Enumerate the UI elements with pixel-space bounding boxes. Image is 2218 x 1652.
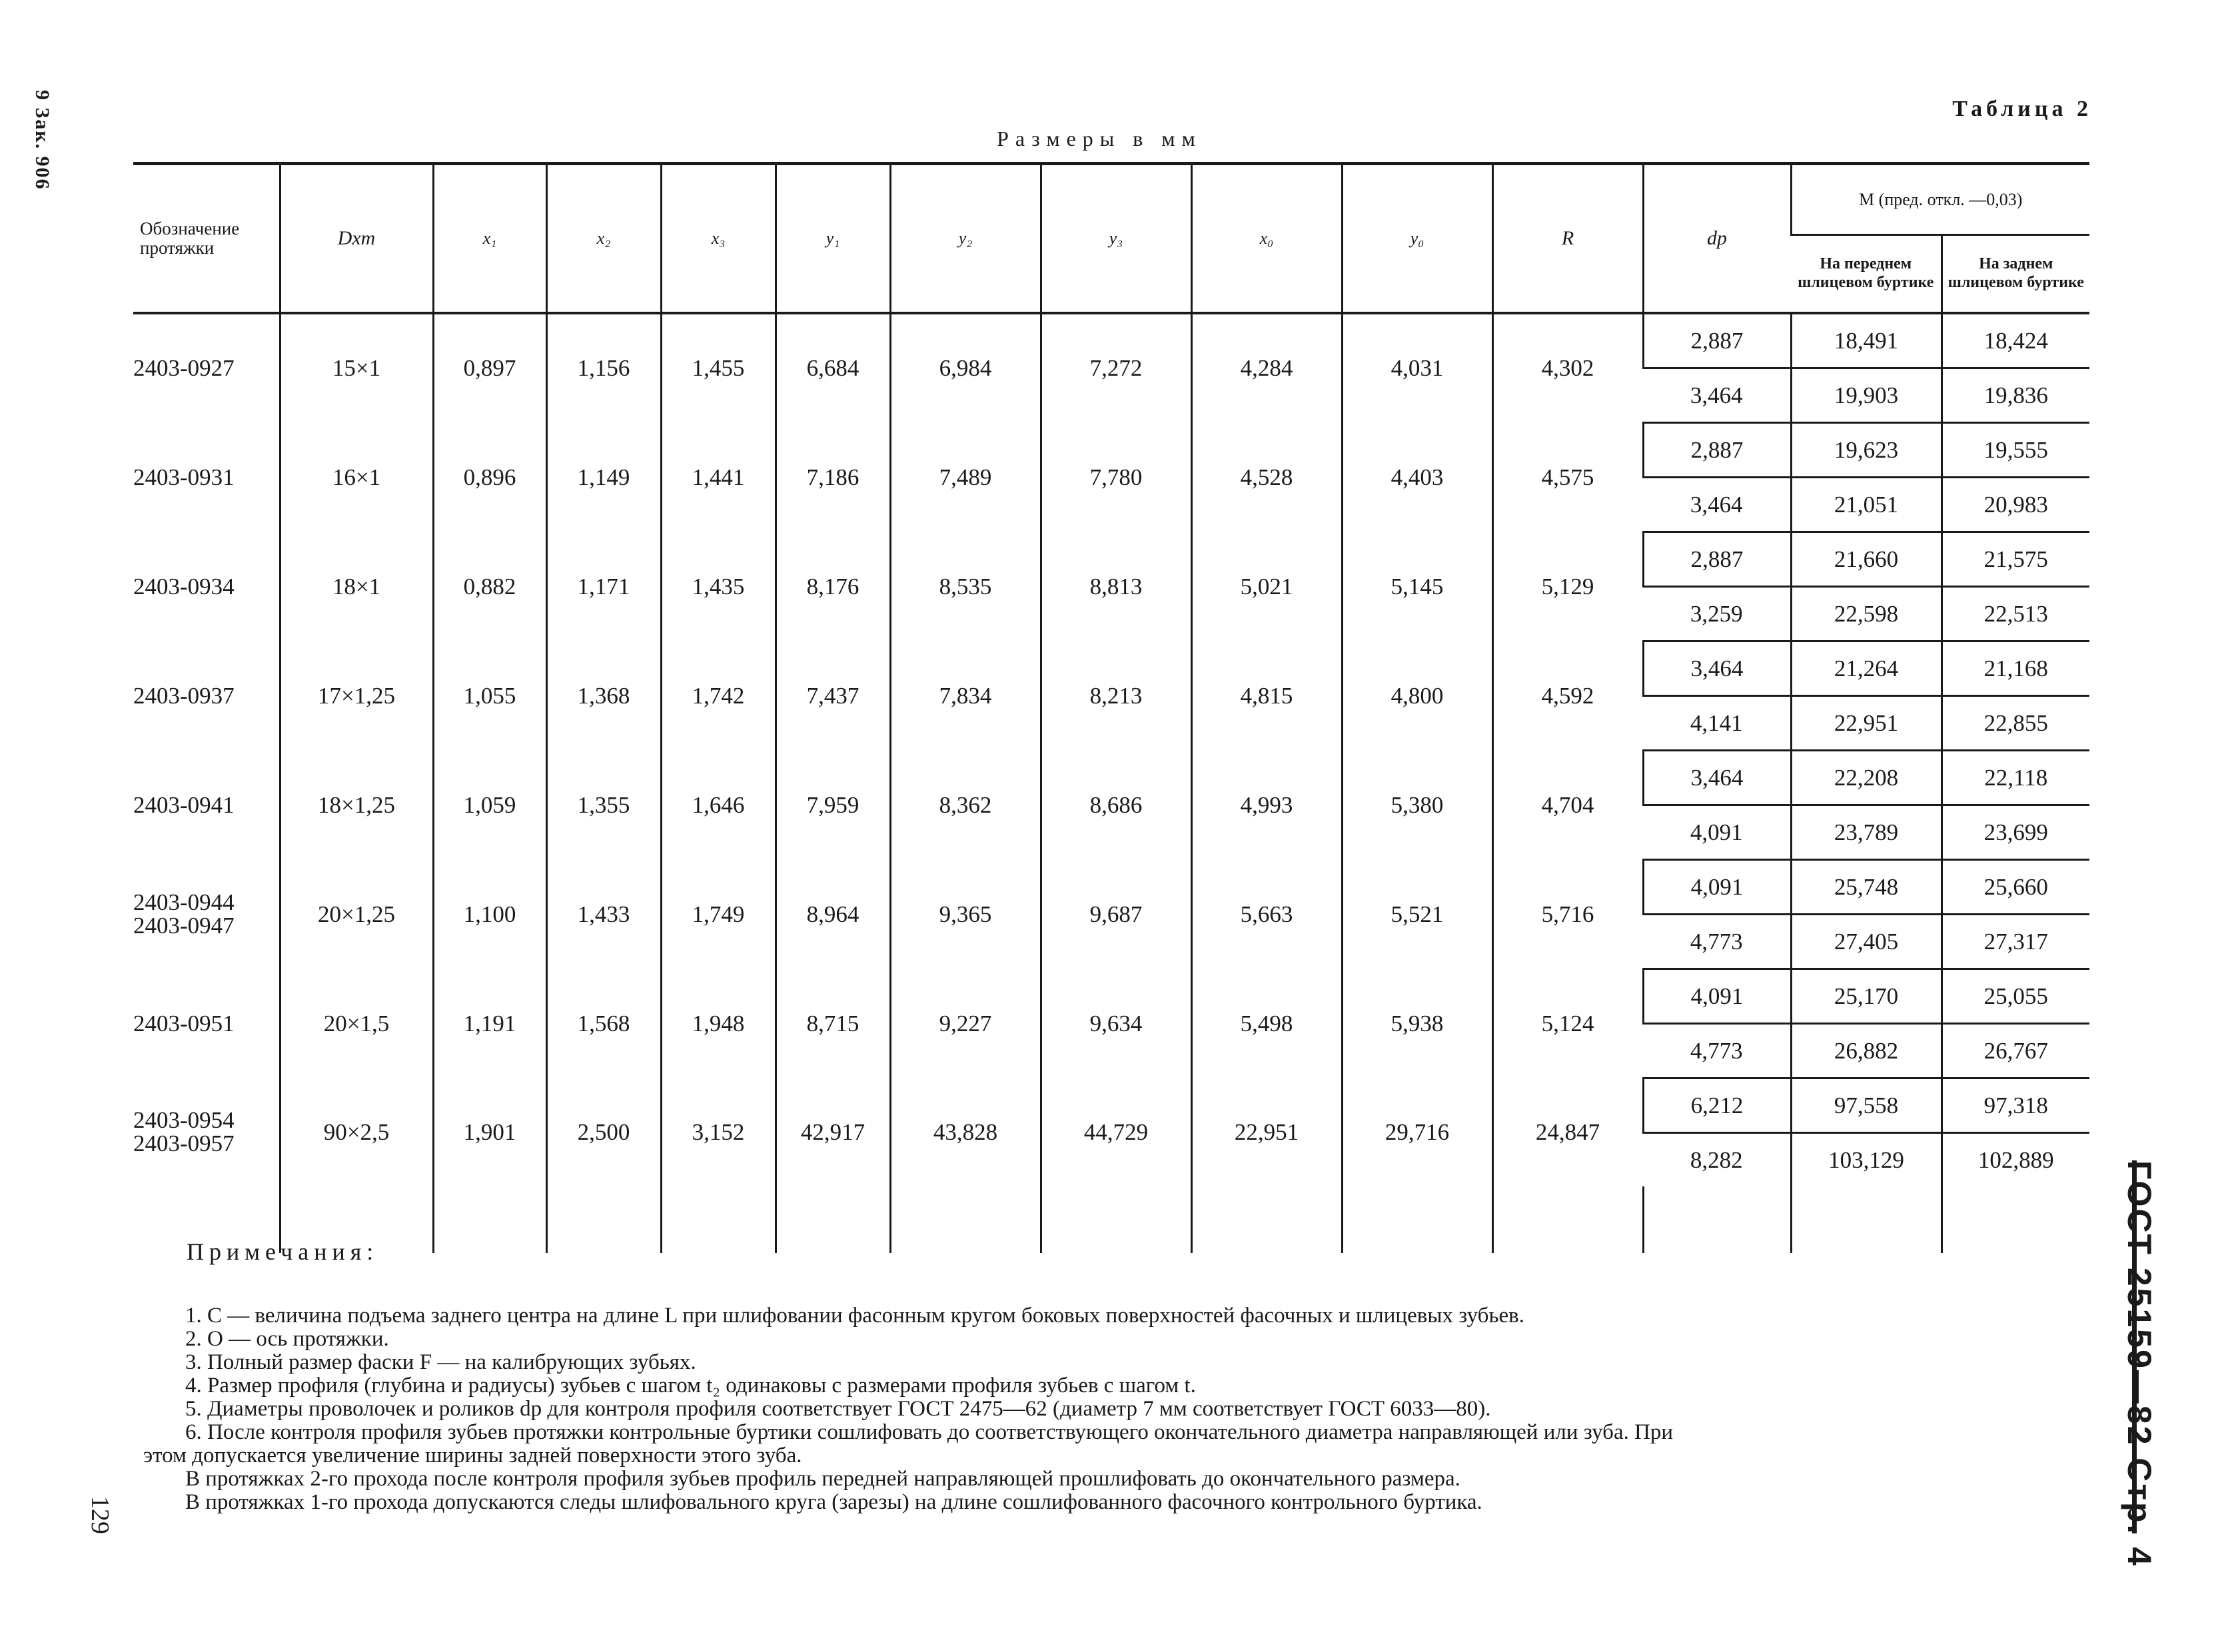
cell-x0: 5,663 xyxy=(1191,859,1342,969)
cell-y0: 5,145 xyxy=(1342,532,1492,641)
header-dxm: Dxm xyxy=(280,164,433,313)
cell-dp: 4,773 xyxy=(1643,914,1791,969)
cell-back: 19,836 xyxy=(1941,368,2089,422)
cell-dp: 2,887 xyxy=(1643,422,1791,477)
cell-back: 19,555 xyxy=(1941,422,2089,477)
cell-r: 4,302 xyxy=(1492,313,1643,423)
cell-x3: 1,435 xyxy=(661,532,776,641)
note-4: 4. Размер профиля (глубина и радиусы) зубьев с шагом t₂ одинаковы с размерами профиля зубьев с шагом t. xyxy=(185,1374,1196,1398)
cell-code: 2403-0934 xyxy=(133,573,235,600)
table-row xyxy=(133,750,2089,805)
table-body xyxy=(133,313,2089,1253)
blank-cell xyxy=(1643,1186,1791,1253)
cell-x2: 1,568 xyxy=(546,969,661,1078)
cell-y3: 7,780 xyxy=(1041,422,1191,532)
table-row xyxy=(133,313,2089,368)
cell-dp: 4,091 xyxy=(1643,859,1791,914)
header-y2: y₂ xyxy=(890,164,1041,313)
header-x1: x₁ xyxy=(433,164,546,313)
blank-cell xyxy=(661,1186,776,1253)
header-y3: y₃ xyxy=(1041,164,1191,313)
cell-x1: 1,901 xyxy=(433,1078,546,1186)
cell-r: 5,716 xyxy=(1492,859,1643,969)
cell-back: 26,767 xyxy=(1941,1023,2089,1078)
header-dp: dp xyxy=(1643,164,1791,313)
cell-dxm: 15×1 xyxy=(280,313,433,423)
header-m-front: На переднем шлицевом буртике xyxy=(1791,235,1941,313)
note-1: 1. С — величина подъема заднего центра на длине L при шлифовании фасонным кругом боковых поверхностей фасочных и шлицевых зубьев. xyxy=(185,1304,1524,1328)
cell-dxm: 90×2,5 xyxy=(280,1078,433,1186)
cell-dp: 2,887 xyxy=(1643,313,1791,368)
cell-x0: 4,528 xyxy=(1191,422,1342,532)
cell-y1: 7,186 xyxy=(776,422,890,532)
table-row xyxy=(133,532,2089,586)
cell-front: 97,558 xyxy=(1791,1078,1941,1132)
cell-back: 23,699 xyxy=(1941,805,2089,859)
table-row xyxy=(133,641,2089,695)
cell-front: 25,170 xyxy=(1791,969,1941,1023)
blank-cell xyxy=(1791,1186,1941,1253)
cell-dp: 8,282 xyxy=(1690,1146,1743,1173)
cell-code: 2403-0944 2403-0947 xyxy=(133,889,235,939)
cell-back: 22,513 xyxy=(1941,586,2089,641)
table-blank-row xyxy=(133,1186,2089,1253)
cell-x1: 0,882 xyxy=(433,532,546,641)
cell-y3: 8,213 xyxy=(1041,641,1191,750)
header-x0: x₀ xyxy=(1191,164,1342,313)
blank-cell xyxy=(890,1186,1041,1253)
cell-dp: 3,464 xyxy=(1643,641,1791,695)
cell-x1: 1,059 xyxy=(433,750,546,859)
note-6-continued: этом допускается увеличение ширины задней поверхности этого зуба. xyxy=(143,1444,802,1467)
cell-x2: 1,355 xyxy=(546,750,661,859)
cell-dp: 2,887 xyxy=(1643,532,1791,586)
cell-r: 24,847 xyxy=(1492,1078,1643,1186)
cell-y3: 8,813 xyxy=(1041,532,1191,641)
cell-front: 19,903 xyxy=(1791,368,1941,422)
cell-front: 22,208 xyxy=(1791,750,1941,805)
cell-y0: 5,938 xyxy=(1342,969,1492,1078)
cell-code: 2403-0941 xyxy=(133,791,235,818)
cell-y2: 6,984 xyxy=(890,313,1041,423)
cell-code: 2403-0927 xyxy=(133,355,235,382)
table-row xyxy=(133,969,2089,1023)
cell-back: 21,168 xyxy=(1941,641,2089,695)
cell-x0: 4,993 xyxy=(1191,750,1342,859)
cell-x1: 0,896 xyxy=(433,422,546,532)
header-y1: y₁ xyxy=(776,164,890,313)
table-row xyxy=(133,1078,2089,1132)
note-3: 3. Полный размер фаски F — на калибрующих зубьях. xyxy=(185,1350,696,1374)
blank-cell xyxy=(1492,1186,1643,1253)
cell-back: 22,855 xyxy=(1941,695,2089,750)
standard-reference: ГОСТ 25159—82 Стр. 4 xyxy=(2121,1160,2158,1568)
cell-x3: 1,742 xyxy=(661,641,776,750)
cell-y1: 8,715 xyxy=(776,969,890,1078)
cell-x0: 5,498 xyxy=(1191,969,1342,1078)
cell-front: 23,789 xyxy=(1791,805,1941,859)
cell-dp: 4,091 xyxy=(1643,805,1791,859)
header-m: M (пред. откл. —0,03) xyxy=(1791,164,2089,235)
cell-r: 4,575 xyxy=(1492,422,1643,532)
cell-back: 25,660 xyxy=(1941,859,2089,914)
header-code: Обозначение протяжки xyxy=(133,164,280,313)
cell-dp: 6,212 xyxy=(1643,1078,1791,1132)
cell-y0: 4,403 xyxy=(1342,422,1492,532)
cell-front: 27,405 xyxy=(1791,914,1941,969)
cell-x1: 1,055 xyxy=(433,641,546,750)
cell-r: 5,129 xyxy=(1492,532,1643,641)
cell-code: 2403-0931 xyxy=(133,464,235,490)
cell-x2: 1,433 xyxy=(546,859,661,969)
blank-cell xyxy=(546,1186,661,1253)
cell-front: 21,660 xyxy=(1791,532,1941,586)
cell-y2: 8,362 xyxy=(890,750,1041,859)
cell-front: 22,598 xyxy=(1791,586,1941,641)
header-m-back: На заднем шлицевом буртике xyxy=(1941,235,2089,313)
cell-dxm: 20×1,25 xyxy=(280,859,433,969)
cell-y0: 29,716 xyxy=(1342,1078,1492,1186)
table-row xyxy=(133,422,2089,477)
cell-x3: 1,646 xyxy=(661,750,776,859)
cell-y2: 9,227 xyxy=(890,969,1041,1078)
table-number: Таблица 2 xyxy=(1952,97,2092,121)
cell-dxm: 17×1,25 xyxy=(280,641,433,750)
cell-x0: 4,815 xyxy=(1191,641,1342,750)
cell-dp: 3,464 xyxy=(1643,750,1791,805)
note-6: 6. После контроля профиля зубьев протяжки контрольные буртики сошлифовать до соответствующего окончательного диаметра направляющей или зуба. При xyxy=(185,1420,1674,1444)
cell-y1: 6,684 xyxy=(776,313,890,423)
blank-cell xyxy=(1342,1186,1492,1253)
header-r: R xyxy=(1492,164,1643,313)
cell-y3: 9,634 xyxy=(1041,969,1191,1078)
cell-back: 25,055 xyxy=(1941,969,2089,1023)
note-2: 2. О — ось протяжки. xyxy=(185,1327,389,1351)
cell-x3: 1,948 xyxy=(661,969,776,1078)
cell-r: 4,704 xyxy=(1492,750,1643,859)
cell-dp: 3,464 xyxy=(1643,477,1791,532)
cell-dxm: 16×1 xyxy=(280,422,433,532)
cell-x3: 1,441 xyxy=(661,422,776,532)
cell-r: 4,592 xyxy=(1492,641,1643,750)
cell-dxm: 18×1,25 xyxy=(280,750,433,859)
cell-x0: 22,951 xyxy=(1191,1078,1342,1186)
note-6-second-pass: В протяжках 2-го прохода после контроля профиля зубьев профиль передней направляющей прошлифовать до окончательного размера. xyxy=(185,1467,1460,1491)
cell-y1: 7,437 xyxy=(776,641,890,750)
cell-dxm: 20×1,5 xyxy=(280,969,433,1078)
blank-cell xyxy=(1041,1186,1191,1253)
cell-front: 22,951 xyxy=(1791,695,1941,750)
cell-dp: 3,259 xyxy=(1643,586,1791,641)
cell-x0: 5,021 xyxy=(1191,532,1342,641)
header-x2: x₂ xyxy=(546,164,661,313)
cell-y0: 4,031 xyxy=(1342,313,1492,423)
cell-y2: 7,489 xyxy=(890,422,1041,532)
units-caption: Размеры в мм xyxy=(997,127,1202,151)
cell-front: 21,264 xyxy=(1791,641,1941,695)
cell-front: 18,491 xyxy=(1791,313,1941,368)
cell-y3: 8,686 xyxy=(1041,750,1191,859)
cell-back: 21,575 xyxy=(1941,532,2089,586)
cell-x3: 1,455 xyxy=(661,313,776,423)
note-6-first-pass: В протяжках 1-го прохода допускаются следы шлифовального круга (зарезы) на длине сошлифованного фасочного контрольного буртика. xyxy=(185,1490,1482,1514)
notes-title: Примечания: xyxy=(187,1238,379,1265)
cell-back: 22,118 xyxy=(1941,750,2089,805)
cell-y3: 9,687 xyxy=(1041,859,1191,969)
cell-front: 26,882 xyxy=(1791,1023,1941,1078)
cell-y3: 44,729 xyxy=(1041,1078,1191,1186)
cell-back: 27,317 xyxy=(1941,914,2089,969)
dimensions-table xyxy=(133,162,2089,1253)
cell-y1: 8,176 xyxy=(776,532,890,641)
cell-back: 102,889 xyxy=(1941,1132,2089,1186)
notes-list xyxy=(143,1304,2062,1514)
page-number: 129 xyxy=(86,1496,114,1534)
cell-y3: 7,272 xyxy=(1041,313,1191,423)
header-y0: y₀ xyxy=(1342,164,1492,313)
cell-dp: 4,773 xyxy=(1643,1023,1791,1078)
cell-x2: 1,171 xyxy=(546,532,661,641)
cell-code: 2403-0937 xyxy=(133,682,235,709)
cell-x1: 0,897 xyxy=(433,313,546,423)
order-number: 9 Зак. 906 xyxy=(31,90,53,191)
cell-r: 5,124 xyxy=(1492,969,1643,1078)
cell-front: 19,623 xyxy=(1791,422,1941,477)
cell-x1: 1,100 xyxy=(433,859,546,969)
cell-y1: 7,959 xyxy=(776,750,890,859)
cell-y2: 9,365 xyxy=(890,859,1041,969)
cell-y0: 5,521 xyxy=(1342,859,1492,969)
cell-y2: 8,535 xyxy=(890,532,1041,641)
cell-back: 20,983 xyxy=(1941,477,2089,532)
blank-cell xyxy=(1191,1186,1342,1253)
cell-x2: 2,500 xyxy=(546,1078,661,1186)
cell-dp: 4,091 xyxy=(1643,969,1791,1023)
cell-front: 25,748 xyxy=(1791,859,1941,914)
blank-cell xyxy=(433,1186,546,1253)
cell-x3: 3,152 xyxy=(661,1078,776,1186)
cell-x3: 1,749 xyxy=(661,859,776,969)
cell-front: 103,129 xyxy=(1791,1132,1941,1186)
cell-dp: 4,141 xyxy=(1643,695,1791,750)
cell-y1: 42,917 xyxy=(776,1078,890,1186)
cell-x2: 1,149 xyxy=(546,422,661,532)
cell-back: 97,318 xyxy=(1941,1078,2089,1132)
cell-front: 21,051 xyxy=(1791,477,1941,532)
cell-y1: 8,964 xyxy=(776,859,890,969)
cell-y0: 4,800 xyxy=(1342,641,1492,750)
cell-code: 2403-0954 2403-0957 xyxy=(133,1107,235,1157)
cell-back: 18,424 xyxy=(1941,313,2089,368)
cell-x2: 1,368 xyxy=(546,641,661,750)
cell-dxm: 18×1 xyxy=(280,532,433,641)
note-5: 5. Диаметры проволочек и роликов dp для контроля профиля соответствует ГОСТ 2475—62 (диаметр 7 мм соответствует ГОСТ 6033—80). xyxy=(185,1397,1491,1421)
cell-x2: 1,156 xyxy=(546,313,661,423)
blank-cell xyxy=(1941,1186,2089,1253)
cell-y2: 43,828 xyxy=(890,1078,1041,1186)
blank-cell xyxy=(776,1186,890,1253)
cell-code: 2403-0951 xyxy=(133,1010,235,1036)
cell-x0: 4,284 xyxy=(1191,313,1342,423)
cell-y2: 7,834 xyxy=(890,641,1041,750)
cell-y0: 5,380 xyxy=(1342,750,1492,859)
table-row xyxy=(133,859,2089,914)
cell-dp: 3,464 xyxy=(1643,368,1791,422)
cell-x1: 1,191 xyxy=(433,969,546,1078)
header-x3: x₃ xyxy=(661,164,776,313)
